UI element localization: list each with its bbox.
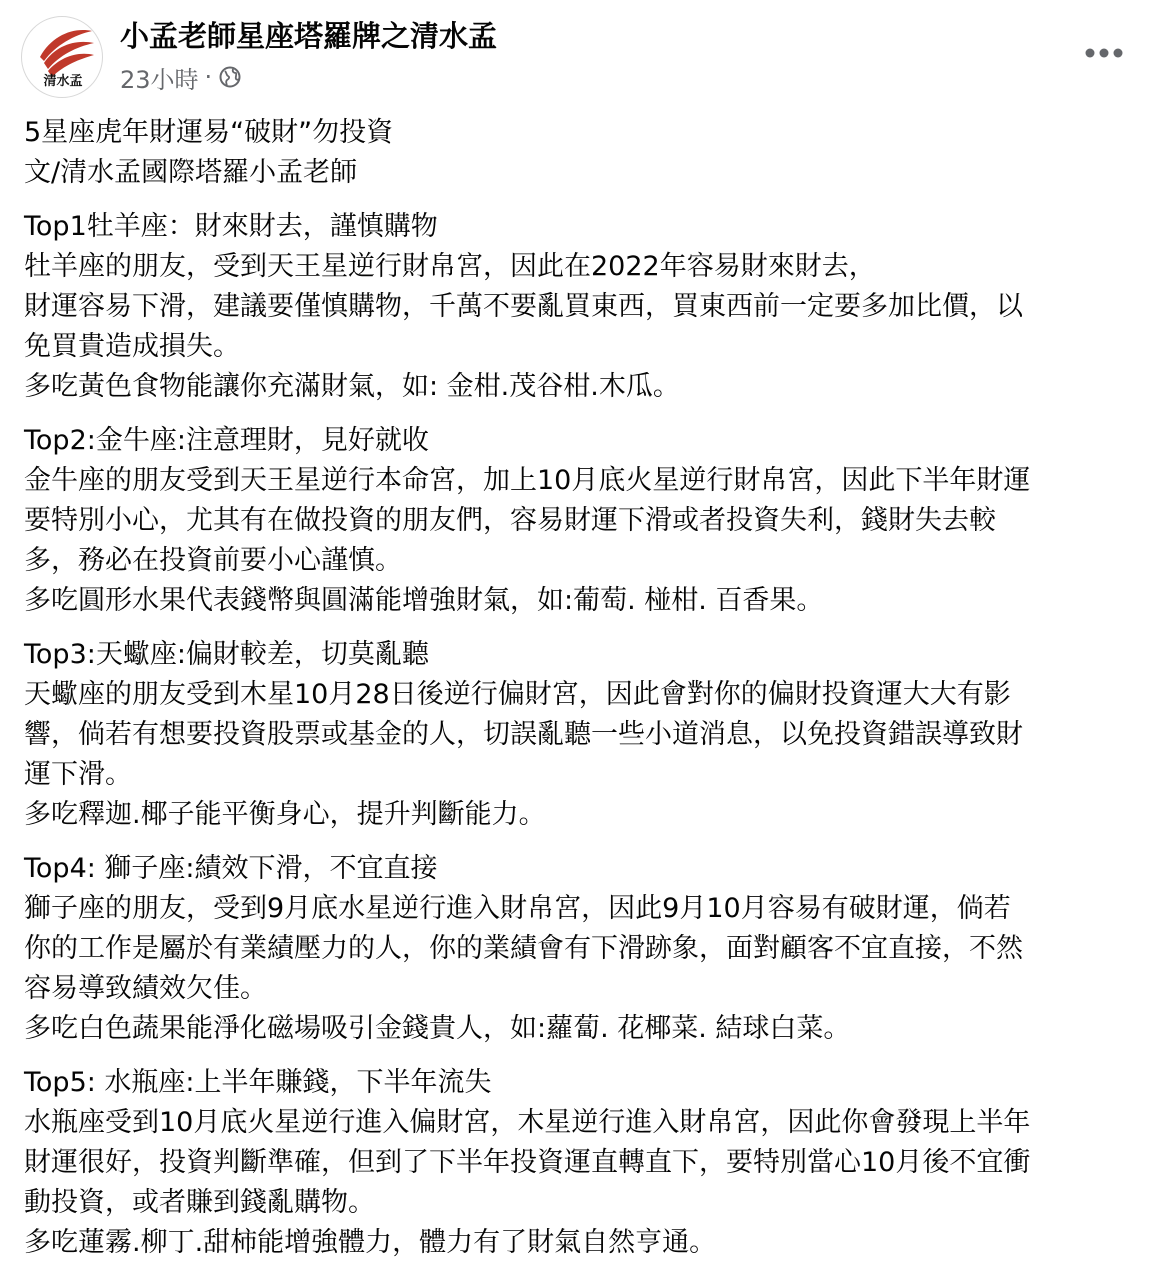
avatar-logo-text: 清水孟 bbox=[43, 74, 83, 89]
section-line: 要特別小心，尤其有在做投資的朋友們，容易財運下滑或者投資失利，錢財失去較 bbox=[24, 505, 996, 536]
section-line: 財運容易下滑，建議要僅慎購物，千萬不要亂買東西，買東西前一定要多加比價，以 bbox=[24, 291, 1023, 322]
globe-icon[interactable] bbox=[218, 65, 242, 89]
section-heading: Top3:天蠍座:偏財較差，切莫亂聽 bbox=[24, 639, 429, 670]
section-line: 響，倘若有想要投資股票或基金的人，切誤亂聽一些小道消息，以免投資錯誤導致財 bbox=[24, 719, 1023, 750]
section-line: 你的工作是屬於有業績壓力的人，你的業績會有下滑跡象，面對顧客不宜直接，不然 bbox=[24, 933, 1023, 964]
section-line: 多吃白色蔬果能淨化磁場吸引金錢貴人，如:蘿蔔. 花椰菜. 結球白菜。 bbox=[24, 1013, 851, 1044]
section-heading: Top5: 水瓶座:上半年賺錢，下半年流失 bbox=[24, 1067, 492, 1098]
section-line: 多吃黃色食物能讓你充滿財氣，如: 金柑.茂谷柑.木瓜。 bbox=[24, 371, 680, 402]
section-heading: Top2:金牛座:注意理財，見好就收 bbox=[24, 425, 429, 456]
section-line: 容易導致績效欠佳。 bbox=[24, 973, 267, 1004]
page-name[interactable]: 小孟老師星座塔羅牌之清水孟 bbox=[120, 19, 498, 53]
post-timestamp[interactable]: 23小時 bbox=[120, 65, 199, 94]
section-line: 財運很好，投資判斷準確，但到了下半年投資運直轉直下，要特別當心10月後不宜衝 bbox=[24, 1147, 1031, 1178]
section-line: 多，務必在投資前要小心謹慎。 bbox=[24, 545, 402, 576]
post-meta bbox=[120, 62, 242, 92]
section-line: 天蠍座的朋友受到木星10月28日後逆行偏財宮，因此會對你的偏財投資運大大有影 bbox=[24, 679, 1011, 710]
post-title: 5星座虎年財運易“破財”勿投資 bbox=[24, 117, 394, 148]
post-byline: 文/清水孟國際塔羅小孟老師 bbox=[24, 157, 358, 188]
section-line: 運下滑。 bbox=[24, 759, 132, 790]
section-line: 多吃蓮霧.柳丁.甜柿能增強體力，體力有了財氣自然亨通。 bbox=[24, 1227, 717, 1258]
section-line: 牡羊座的朋友，受到天王星逆行財帛宮，因此在2022年容易財來財去， bbox=[24, 251, 876, 282]
section-line: 水瓶座受到10月底火星逆行進入偏財宮，木星逆行進入財帛宮，因此你會發現上半年 bbox=[24, 1107, 1031, 1138]
section-heading: Top1牡羊座：財來財去，謹慎購物 bbox=[24, 211, 438, 242]
section-line: 動投資，或者賺到錢亂購物。 bbox=[24, 1187, 375, 1218]
post-body bbox=[24, 113, 1140, 1263]
more-options-button[interactable] bbox=[1078, 34, 1130, 72]
section-heading: Top4: 獅子座:績效下滑，不宜直接 bbox=[24, 853, 438, 884]
section-line: 金牛座的朋友受到天王星逆行本命宮，加上10月底火星逆行財帛宮，因此下半年財運 bbox=[24, 465, 1031, 496]
section-line: 獅子座的朋友，受到9月底水星逆行進入財帛宮，因此9月10月容易有破財運，倘若 bbox=[24, 893, 1011, 924]
page-avatar[interactable] bbox=[21, 16, 103, 98]
section-line: 免買貴造成損失。 bbox=[24, 331, 240, 362]
more-horizontal-icon bbox=[1084, 47, 1124, 59]
section-line: 多吃釋迦.椰子能平衡身心，提升判斷能力。 bbox=[24, 799, 546, 830]
meta-separator: · bbox=[204, 63, 213, 91]
section-line: 多吃圓形水果代表錢幣與圓滿能增強財氣，如:葡萄. 椪柑. 百香果。 bbox=[24, 585, 824, 616]
brand-logo-icon bbox=[22, 17, 103, 98]
post-header bbox=[0, 0, 1152, 110]
